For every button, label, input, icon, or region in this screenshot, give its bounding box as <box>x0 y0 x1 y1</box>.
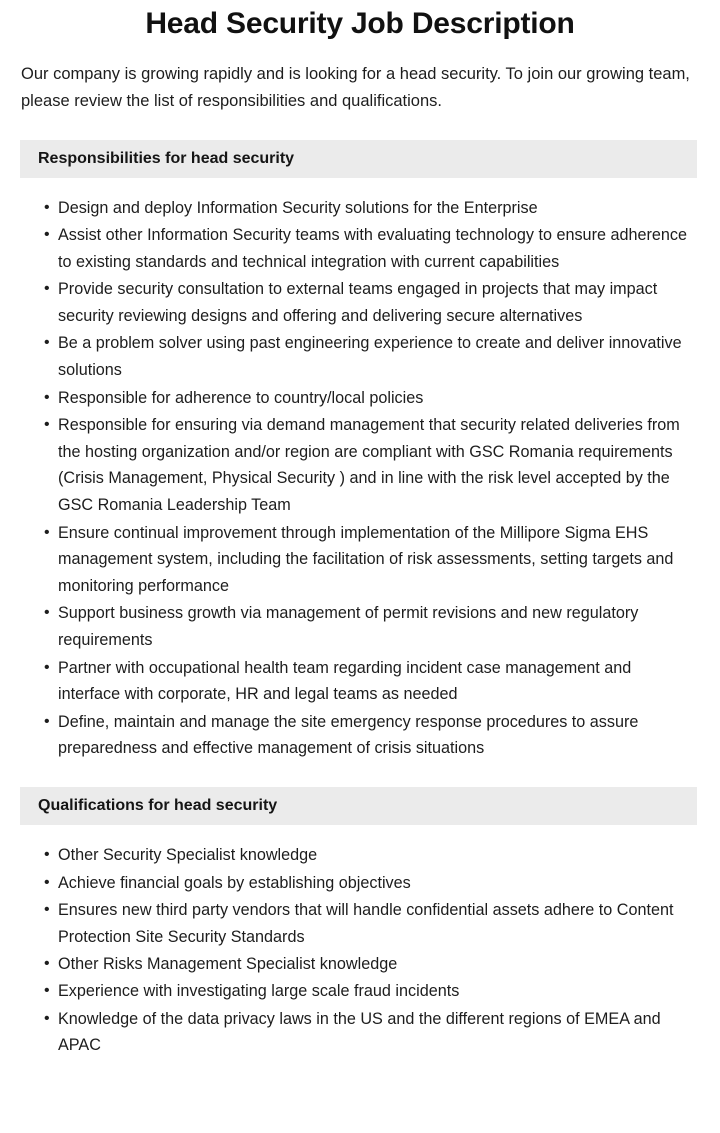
bullet-icon: • <box>44 415 50 433</box>
list-item <box>44 600 697 654</box>
list-item <box>44 897 697 951</box>
list-item <box>44 385 697 412</box>
section-1 <box>0 140 720 762</box>
bullet-icon: • <box>44 523 50 541</box>
bullet-icon: • <box>44 873 50 891</box>
page-title: Head Security Job Description <box>145 7 575 40</box>
list-item-text: Responsible for adherence to country/local policies <box>58 388 424 407</box>
list-item-text: Support business growth via management of permit revisions and new regulatory requirements <box>58 604 639 650</box>
list-item-text: Other Risks Management Specialist knowledge <box>58 954 398 973</box>
list-item <box>44 870 697 897</box>
list-item-text: Design and deploy Information Security solutions for the Enterprise <box>58 199 538 217</box>
list-item <box>44 520 697 600</box>
section-heading: Responsibilities for head security <box>20 140 697 178</box>
section-2 <box>0 787 720 1059</box>
list-item-text: Responsible for ensuring via demand management that security related deliveries from the hosting organization and/or region are compliant with GSC Romania requirements (Crisis Management, Physical Security ) and in line with the risk level accepted by the GSC Romania Leadership Team <box>58 415 680 515</box>
page-bottom-spacer <box>0 1060 720 1080</box>
bullet-icon: • <box>44 846 50 864</box>
bullet-icon: • <box>44 900 50 918</box>
bullet-icon: • <box>44 712 50 730</box>
bullet-icon: • <box>44 658 50 676</box>
list-item-text: Other Security Specialist knowledge <box>58 846 318 865</box>
list-item <box>44 951 697 978</box>
section-heading: Qualifications for head security <box>20 787 697 825</box>
list-item-text: Experience with investigating large scale fraud incidents <box>58 982 460 1001</box>
list-item-text: Knowledge of the data privacy laws in the US and the different regions of EMEA and APAC <box>58 1009 661 1055</box>
bullet-icon: • <box>44 604 50 622</box>
list-item-text: Ensure continual improvement through implementation of the Millipore Sigma EHS management system, including the facilitation of risk assessments, setting targets and monitoring performance <box>58 523 674 596</box>
list-item <box>44 978 697 1005</box>
intro-paragraph: Our company is growing rapidly and is looking for a head security. To join our growing team, please review the list of responsibilities and qualifications. <box>21 65 690 110</box>
list-item <box>44 1006 697 1060</box>
list-item <box>44 709 697 763</box>
bullet-icon: • <box>44 954 50 972</box>
list-item-text: Achieve financial goals by establishing objectives <box>58 873 411 892</box>
list-item <box>44 330 697 384</box>
list-item <box>44 655 697 709</box>
list-item-text: Partner with occupational health team regarding incident case management and interface with corporate, HR and legal teams as needed <box>58 658 632 704</box>
list-item <box>44 842 697 869</box>
list-item <box>44 412 697 519</box>
list-item-text: Define, maintain and manage the site emergency response procedures to assure preparedness and effective management of crisis situations <box>58 712 639 758</box>
bullet-icon: • <box>44 982 50 1000</box>
list-item <box>44 195 697 222</box>
bullet-icon: • <box>44 388 50 406</box>
list-item-text: Ensures new third party vendors that will handle confidential assets adhere to Content Protection Site Security Standards <box>58 900 674 946</box>
section-list <box>0 825 720 1059</box>
list-item-text: Provide security consultation to external teams engaged in projects that may impact security reviewing designs and offering and delivering secure alternatives <box>58 280 658 326</box>
bullet-icon: • <box>44 1009 50 1027</box>
bullet-icon: • <box>44 334 50 352</box>
list-item-text: Be a problem solver using past engineering experience to create and deliver innovative solutions <box>58 334 682 380</box>
bullet-icon: • <box>44 226 50 244</box>
section-list <box>0 178 720 762</box>
list-item <box>44 276 697 330</box>
list-item <box>44 222 697 276</box>
sections-container <box>0 140 720 1059</box>
bullet-icon: • <box>44 199 50 216</box>
bullet-icon: • <box>44 280 50 298</box>
list-item-text: Assist other Information Security teams with evaluating technology to ensure adherence to existing standards and technical integration with current capabilities <box>58 226 687 272</box>
